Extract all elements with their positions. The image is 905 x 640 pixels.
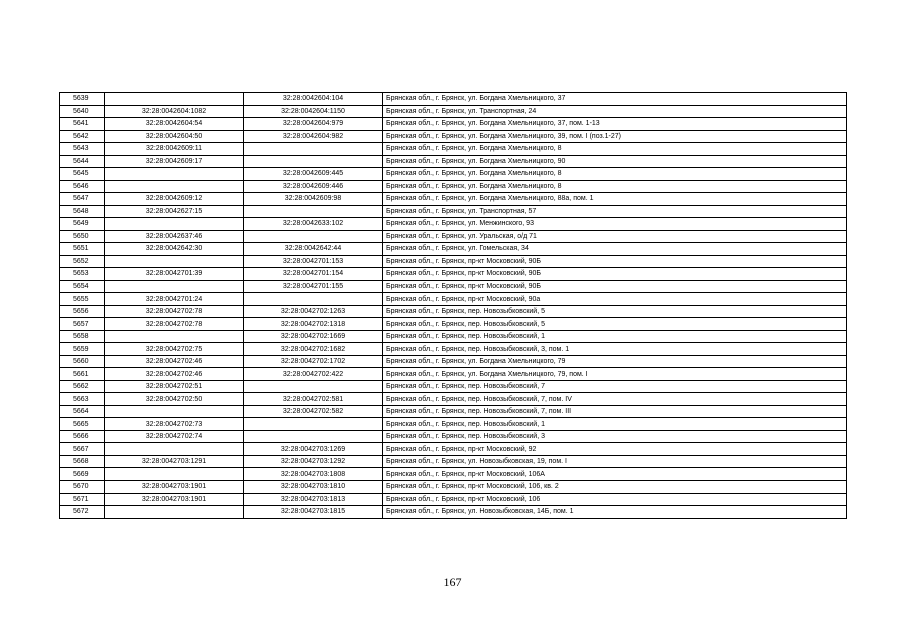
row-number-cell: 5657 (60, 318, 105, 331)
address-cell: Брянская обл., г. Брянск, пер. Новозыбковский, 1 (383, 330, 847, 343)
address-cell: Брянская обл., г. Брянск, пер. Новозыбковский, 7 (383, 380, 847, 393)
building-cadastral-number-cell: 32:28:0042633:102 (244, 218, 383, 231)
row-number-cell: 5667 (60, 443, 105, 456)
row-number-cell: 5669 (60, 468, 105, 481)
building-cadastral-number-cell (244, 230, 383, 243)
land-plot-cadastral-number-cell: 32:28:0042703:1901 (105, 493, 244, 506)
land-plot-cadastral-number-cell: 32:28:0042609:12 (105, 193, 244, 206)
building-cadastral-number-cell: 32:28:0042604:979 (244, 118, 383, 131)
land-plot-cadastral-number-cell: 32:28:0042702:74 (105, 430, 244, 443)
table-row (60, 305, 847, 318)
land-plot-cadastral-number-cell: 32:28:0042604:54 (105, 118, 244, 131)
row-number-cell: 5660 (60, 355, 105, 368)
row-number-cell: 5641 (60, 118, 105, 131)
address-cell: Брянская обл., г. Брянск, пр-кт Московский, 92 (383, 443, 847, 456)
row-number-cell: 5663 (60, 393, 105, 406)
address-cell: Брянская обл., г. Брянск, ул. Богдана Хмельницкого, 8 (383, 168, 847, 181)
table-row (60, 93, 847, 106)
land-plot-cadastral-number-cell: 32:28:0042702:51 (105, 380, 244, 393)
address-cell: Брянская обл., г. Брянск, ул. Новозыбковская, 14Б, пом. 1 (383, 506, 847, 519)
row-number-cell: 5642 (60, 130, 105, 143)
table-row (60, 180, 847, 193)
row-number-cell: 5666 (60, 430, 105, 443)
table-row (60, 155, 847, 168)
land-plot-cadastral-number-cell (105, 506, 244, 519)
table-row (60, 143, 847, 156)
row-number-cell: 5671 (60, 493, 105, 506)
building-cadastral-number-cell: 32:28:0042701:154 (244, 268, 383, 281)
building-cadastral-number-cell: 32:28:0042702:1702 (244, 355, 383, 368)
row-number-cell: 5650 (60, 230, 105, 243)
building-cadastral-number-cell (244, 380, 383, 393)
address-cell: Брянская обл., г. Брянск, ул. Богдана Хмельницкого, 79 (383, 355, 847, 368)
table-row (60, 218, 847, 231)
address-cell: Брянская обл., г. Брянск, ул. Гомельская, 34 (383, 243, 847, 256)
building-cadastral-number-cell: 32:28:0042703:1813 (244, 493, 383, 506)
row-number-cell: 5659 (60, 343, 105, 356)
table-row (60, 380, 847, 393)
address-cell: Брянская обл., г. Брянск, пер. Новозыбковский, 3 (383, 430, 847, 443)
land-plot-cadastral-number-cell (105, 180, 244, 193)
address-cell: Брянская обл., г. Брянск, ул. Богдана Хмельницкого, 39, пом. I (поз.1-27) (383, 130, 847, 143)
land-plot-cadastral-number-cell: 32:28:0042702:50 (105, 393, 244, 406)
address-cell: Брянская обл., г. Брянск, ул. Богдана Хмельницкого, 37 (383, 93, 847, 106)
address-cell: Брянская обл., г. Брянск, пр-кт Московский, 106А (383, 468, 847, 481)
table-row (60, 506, 847, 519)
building-cadastral-number-cell (244, 143, 383, 156)
building-cadastral-number-cell: 32:28:0042702:1318 (244, 318, 383, 331)
table-row (60, 443, 847, 456)
row-number-cell: 5664 (60, 405, 105, 418)
row-number-cell: 5668 (60, 455, 105, 468)
row-number-cell: 5651 (60, 243, 105, 256)
table-row (60, 193, 847, 206)
table-row (60, 455, 847, 468)
table-row (60, 405, 847, 418)
land-plot-cadastral-number-cell: 32:28:0042604:50 (105, 130, 244, 143)
land-plot-cadastral-number-cell: 32:28:0042702:78 (105, 305, 244, 318)
row-number-cell: 5661 (60, 368, 105, 381)
address-cell: Брянская обл., г. Брянск, пер. Новозыбковский, 5 (383, 318, 847, 331)
building-cadastral-number-cell: 32:28:0042702:1263 (244, 305, 383, 318)
building-cadastral-number-cell: 32:28:0042702:581 (244, 393, 383, 406)
table-row (60, 230, 847, 243)
land-plot-cadastral-number-cell: 32:28:0042609:11 (105, 143, 244, 156)
land-plot-cadastral-number-cell (105, 93, 244, 106)
table-row (60, 493, 847, 506)
land-plot-cadastral-number-cell (105, 405, 244, 418)
table-row (60, 293, 847, 306)
cadastral-register-table (59, 92, 847, 519)
address-cell: Брянская обл., г. Брянск, ул. Уральская, о/д 71 (383, 230, 847, 243)
table-row (60, 105, 847, 118)
building-cadastral-number-cell: 32:28:0042702:1669 (244, 330, 383, 343)
land-plot-cadastral-number-cell (105, 468, 244, 481)
land-plot-cadastral-number-cell (105, 168, 244, 181)
table-row (60, 368, 847, 381)
table-row (60, 480, 847, 493)
register-table-body (60, 93, 847, 519)
building-cadastral-number-cell: 32:28:0042609:445 (244, 168, 383, 181)
table-row (60, 168, 847, 181)
row-number-cell: 5648 (60, 205, 105, 218)
table-row (60, 118, 847, 131)
land-plot-cadastral-number-cell: 32:28:0042702:46 (105, 355, 244, 368)
row-number-cell: 5665 (60, 418, 105, 431)
address-cell: Брянская обл., г. Брянск, ул. Новозыбковская, 19, пом. I (383, 455, 847, 468)
building-cadastral-number-cell: 32:28:0042604:1150 (244, 105, 383, 118)
row-number-cell: 5646 (60, 180, 105, 193)
row-number-cell: 5655 (60, 293, 105, 306)
address-cell: Брянская обл., г. Брянск, ул. Богдана Хмельницкого, 37, пом. 1-13 (383, 118, 847, 131)
table-row (60, 393, 847, 406)
land-plot-cadastral-number-cell: 32:28:0042609:17 (105, 155, 244, 168)
row-number-cell: 5653 (60, 268, 105, 281)
land-plot-cadastral-number-cell (105, 218, 244, 231)
table-row (60, 343, 847, 356)
row-number-cell: 5656 (60, 305, 105, 318)
address-cell: Брянская обл., г. Брянск, пр-кт Московский, 90а (383, 293, 847, 306)
row-number-cell: 5644 (60, 155, 105, 168)
row-number-cell: 5647 (60, 193, 105, 206)
building-cadastral-number-cell: 32:28:0042609:98 (244, 193, 383, 206)
row-number-cell: 5639 (60, 93, 105, 106)
land-plot-cadastral-number-cell: 32:28:0042701:24 (105, 293, 244, 306)
building-cadastral-number-cell: 32:28:0042703:1810 (244, 480, 383, 493)
address-cell: Брянская обл., г. Брянск, ул. Транспортная, 24 (383, 105, 847, 118)
table-row (60, 268, 847, 281)
building-cadastral-number-cell: 32:28:0042604:104 (244, 93, 383, 106)
land-plot-cadastral-number-cell: 32:28:0042702:78 (105, 318, 244, 331)
address-cell: Брянская обл., г. Брянск, ул. Богдана Хмельницкого, 79, пом. I (383, 368, 847, 381)
address-cell: Брянская обл., г. Брянск, ул. Богдана Хмельницкого, 8 (383, 180, 847, 193)
building-cadastral-number-cell: 32:28:0042703:1269 (244, 443, 383, 456)
building-cadastral-number-cell: 32:28:0042703:1808 (244, 468, 383, 481)
land-plot-cadastral-number-cell: 32:28:0042702:75 (105, 343, 244, 356)
row-number-cell: 5643 (60, 143, 105, 156)
address-cell: Брянская обл., г. Брянск, пр-кт Московский, 106 (383, 493, 847, 506)
row-number-cell: 5654 (60, 280, 105, 293)
building-cadastral-number-cell: 32:28:0042703:1815 (244, 506, 383, 519)
page-number: 167 (443, 575, 462, 589)
building-cadastral-number-cell (244, 155, 383, 168)
land-plot-cadastral-number-cell: 32:28:0042604:1082 (105, 105, 244, 118)
table-row (60, 355, 847, 368)
building-cadastral-number-cell: 32:28:0042701:155 (244, 280, 383, 293)
building-cadastral-number-cell: 32:28:0042702:422 (244, 368, 383, 381)
land-plot-cadastral-number-cell: 32:28:0042701:39 (105, 268, 244, 281)
table-row (60, 205, 847, 218)
address-cell: Брянская обл., г. Брянск, ул. Богдана Хмельницкого, 8 (383, 143, 847, 156)
row-number-cell: 5649 (60, 218, 105, 231)
row-number-cell: 5662 (60, 380, 105, 393)
land-plot-cadastral-number-cell: 32:28:0042702:73 (105, 418, 244, 431)
row-number-cell: 5672 (60, 506, 105, 519)
table-row (60, 330, 847, 343)
row-number-cell: 5658 (60, 330, 105, 343)
building-cadastral-number-cell: 32:28:0042701:153 (244, 255, 383, 268)
row-number-cell: 5645 (60, 168, 105, 181)
address-cell: Брянская обл., г. Брянск, пр-кт Московский, 106, кв. 2 (383, 480, 847, 493)
address-cell: Брянская обл., г. Брянск, ул. Богдана Хмельницкого, 90 (383, 155, 847, 168)
row-number-cell: 5652 (60, 255, 105, 268)
land-plot-cadastral-number-cell (105, 280, 244, 293)
address-cell: Брянская обл., г. Брянск, пр-кт Московский, 90Б (383, 280, 847, 293)
building-cadastral-number-cell: 32:28:0042702:582 (244, 405, 383, 418)
land-plot-cadastral-number-cell (105, 443, 244, 456)
row-number-cell: 5640 (60, 105, 105, 118)
table-row (60, 255, 847, 268)
building-cadastral-number-cell: 32:28:0042609:446 (244, 180, 383, 193)
land-plot-cadastral-number-cell: 32:28:0042703:1901 (105, 480, 244, 493)
building-cadastral-number-cell (244, 205, 383, 218)
building-cadastral-number-cell: 32:28:0042604:982 (244, 130, 383, 143)
building-cadastral-number-cell: 32:28:0042703:1292 (244, 455, 383, 468)
building-cadastral-number-cell (244, 293, 383, 306)
land-plot-cadastral-number-cell (105, 330, 244, 343)
land-plot-cadastral-number-cell: 32:28:0042703:1291 (105, 455, 244, 468)
table-row (60, 430, 847, 443)
building-cadastral-number-cell: 32:28:0042642:44 (244, 243, 383, 256)
address-cell: Брянская обл., г. Брянск, пер. Новозыбковский, 7, пом. IV (383, 393, 847, 406)
building-cadastral-number-cell (244, 418, 383, 431)
table-row (60, 318, 847, 331)
table-row (60, 130, 847, 143)
table-row (60, 418, 847, 431)
address-cell: Брянская обл., г. Брянск, пер. Новозыбковский, 3, пом. 1 (383, 343, 847, 356)
address-cell: Брянская обл., г. Брянск, пер. Новозыбковский, 7, пом. III (383, 405, 847, 418)
address-cell: Брянская обл., г. Брянск, пер. Новозыбковский, 1 (383, 418, 847, 431)
building-cadastral-number-cell (244, 430, 383, 443)
address-cell: Брянская обл., г. Брянск, ул. Менжинского, 93 (383, 218, 847, 231)
address-cell: Брянская обл., г. Брянск, ул. Богдана Хмельницкого, 88а, пом. 1 (383, 193, 847, 206)
land-plot-cadastral-number-cell: 32:28:0042627:15 (105, 205, 244, 218)
land-plot-cadastral-number-cell (105, 255, 244, 268)
address-cell: Брянская обл., г. Брянск, пр-кт Московский, 90Б (383, 255, 847, 268)
land-plot-cadastral-number-cell: 32:28:0042637:46 (105, 230, 244, 243)
land-plot-cadastral-number-cell: 32:28:0042642:30 (105, 243, 244, 256)
table-row (60, 243, 847, 256)
land-plot-cadastral-number-cell: 32:28:0042702:46 (105, 368, 244, 381)
address-cell: Брянская обл., г. Брянск, пр-кт Московский, 90Б (383, 268, 847, 281)
building-cadastral-number-cell: 32:28:0042702:1682 (244, 343, 383, 356)
address-cell: Брянская обл., г. Брянск, пер. Новозыбковский, 5 (383, 305, 847, 318)
table-row (60, 468, 847, 481)
row-number-cell: 5670 (60, 480, 105, 493)
address-cell: Брянская обл., г. Брянск, ул. Транспортная, 57 (383, 205, 847, 218)
table-row (60, 280, 847, 293)
